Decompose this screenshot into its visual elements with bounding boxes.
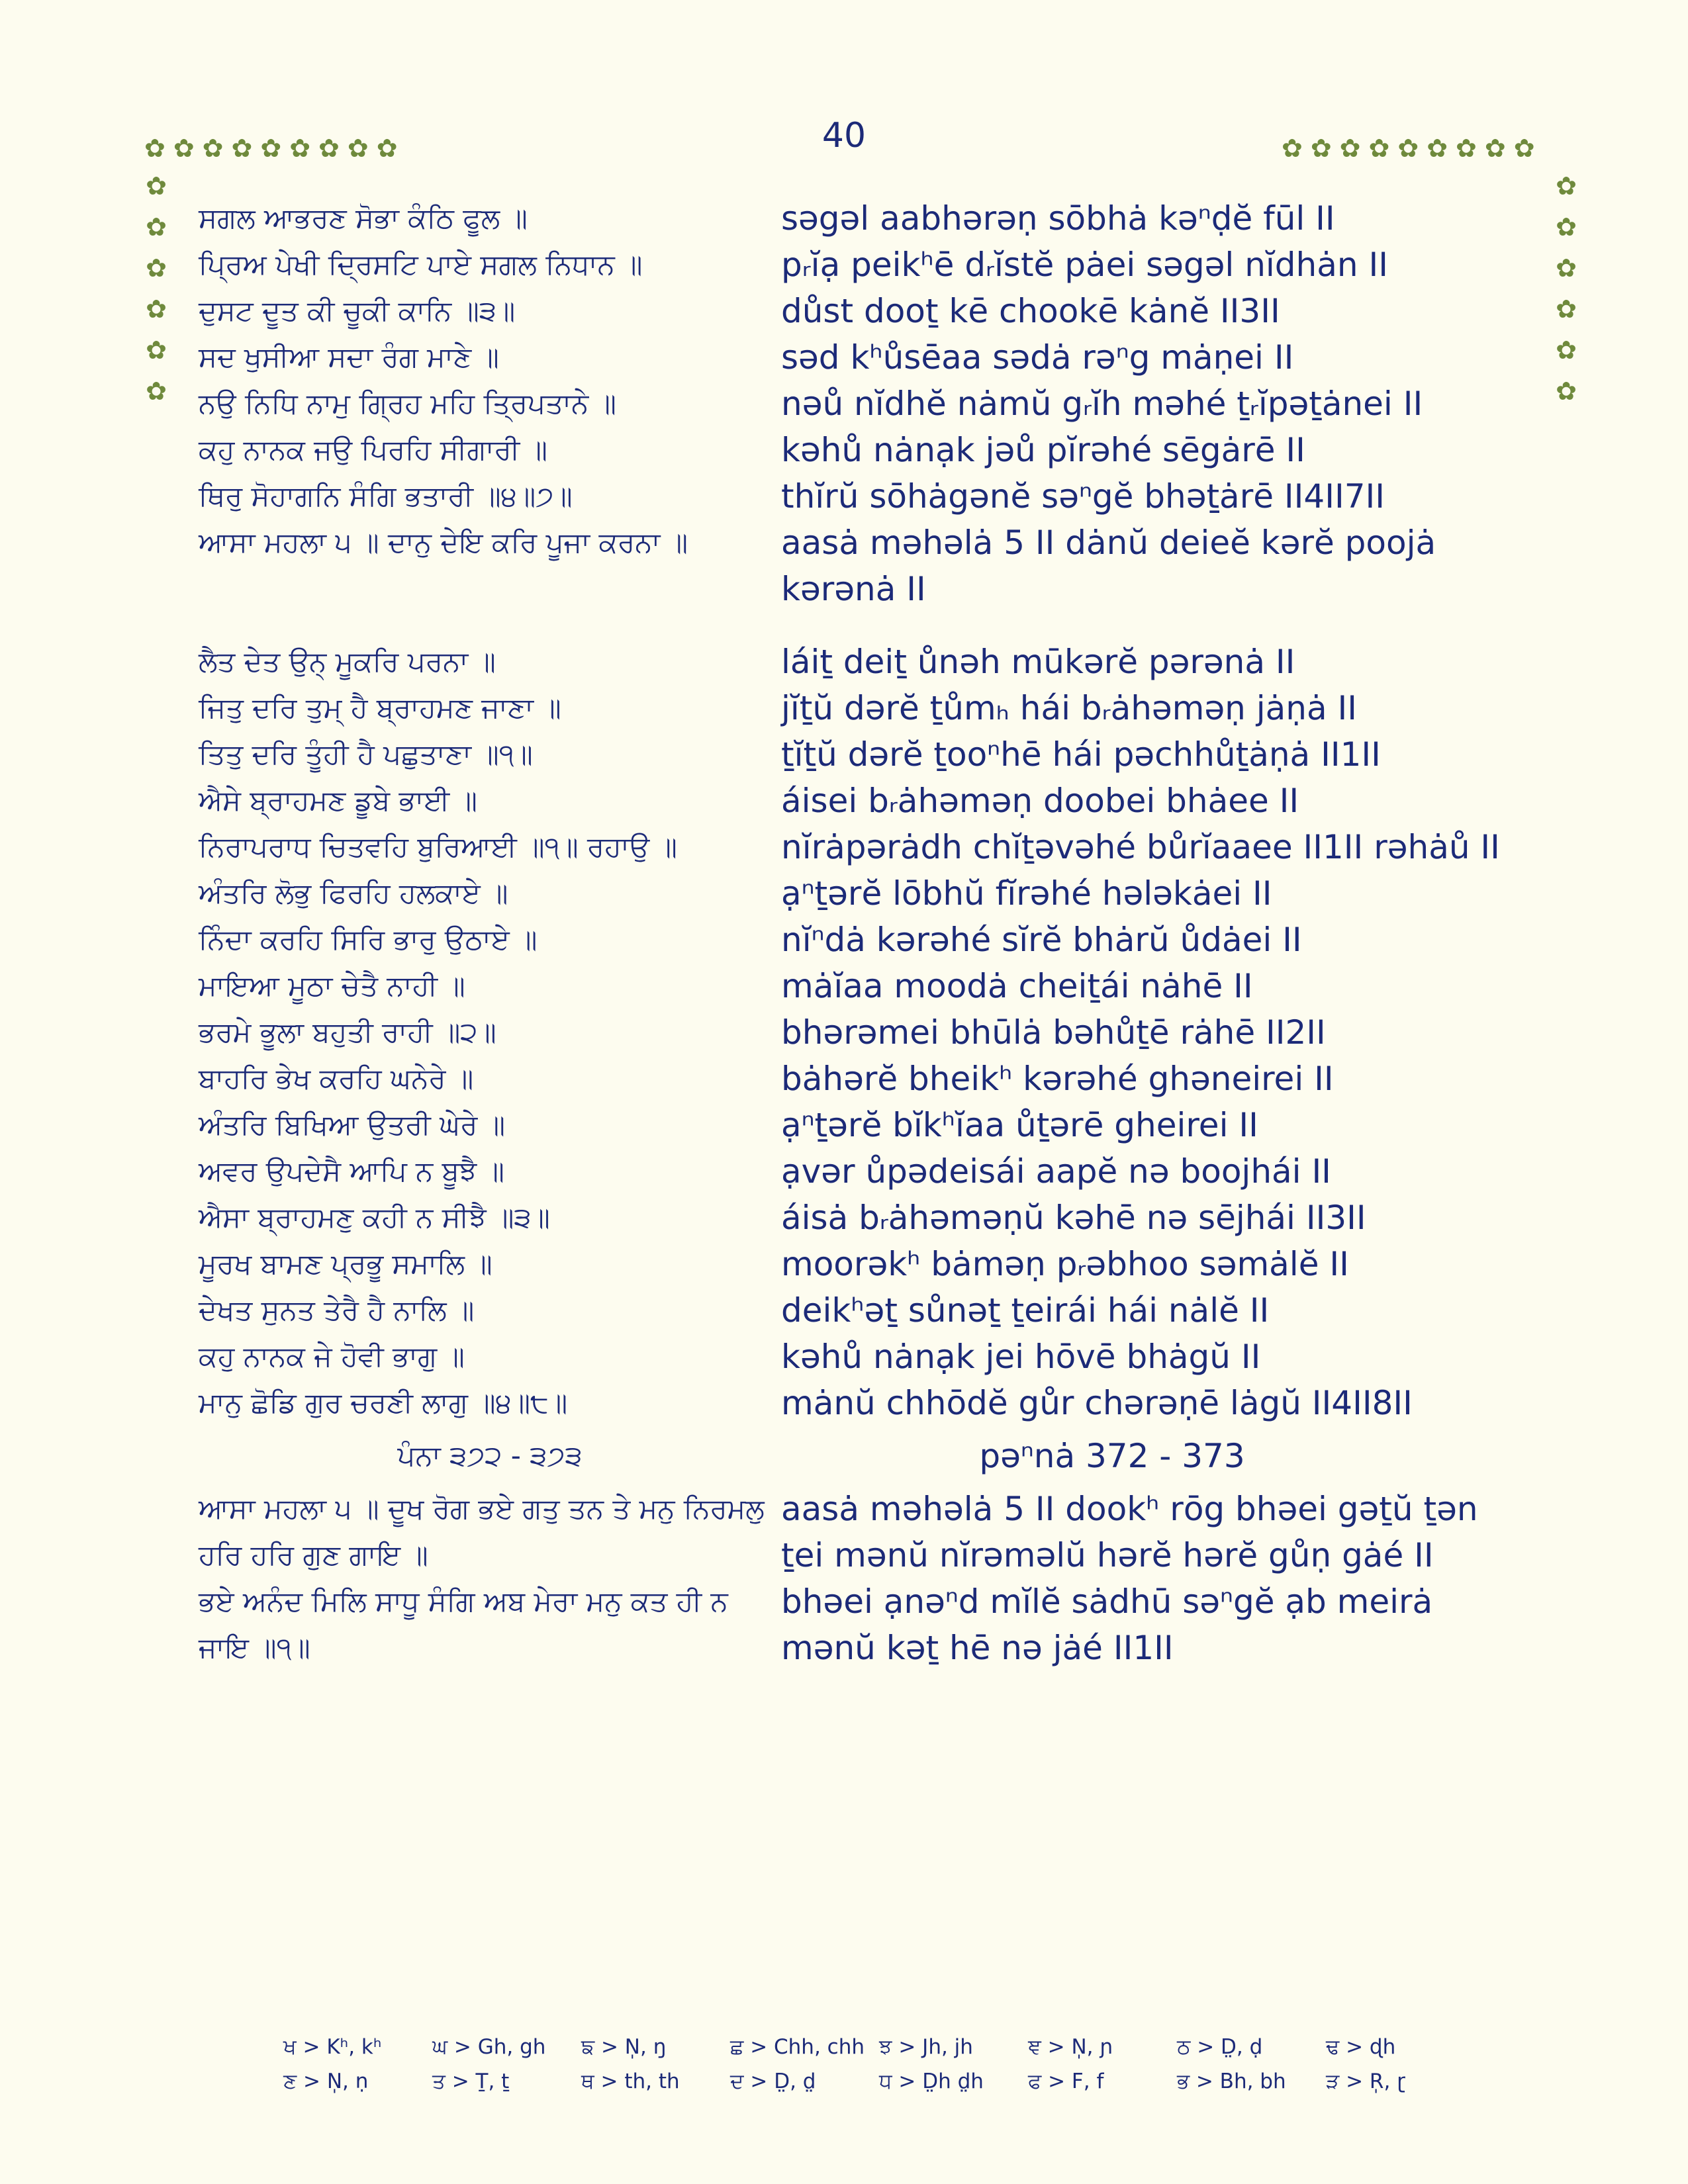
legend-entry: ਫ > F, f [1028, 2070, 1104, 2093]
gurmukhi-line: ਅੰਤਰਿ ਲੋਭੁ ਫਿਰਹਿ ਹਲਕਾਏ ॥ [199, 877, 508, 909]
legend-entry: ਧ > D̤h d̤h [879, 2070, 984, 2093]
gurmukhi-line: ਕਹੁ ਨਾਨਕ ਜੇ ਹੋਵੀ ਭਾਗੁ ॥ [199, 1340, 465, 1373]
ornament-border-right [1553, 165, 1579, 412]
flower-ornament-icon: ✿ [1556, 253, 1577, 283]
gurmukhi-line: ਤਿਤੁ ਦਰਿ ਤੂੰਹੀ ਹੈ ਪਛੁਤਾਣਾ ॥੧॥ [199, 738, 533, 770]
ornament-border-top-right: ✿✿✿✿✿✿✿✿✿ [1282, 134, 1543, 163]
legend-entry: ਠ > D̤, ḍ [1177, 2035, 1263, 2059]
gurmukhi-line: ਮਾਨੁ ਛੋਡਿ ਗੁਰ ਚਰਣੀ ਲਾਗੁ ॥੪॥੮॥ [199, 1387, 568, 1419]
gurmukhi-line: ਦੁਸਟ ਦੂਤ ਕੀ ਚੂਕੀ ਕਾਨਿ ॥੩॥ [199, 295, 516, 327]
flower-ornament-icon: ✿ [146, 171, 167, 201]
gurmukhi-line: ਦੇਖਤ ਸੁਨਤ ਤੇਰੈ ਹੈ ਨਾਲਿ ॥ [199, 1294, 475, 1326]
transliteration-line: ạvər ůpədeisái aapĕ nə boojhái II [781, 1152, 1331, 1191]
transliteration-line: pᵣĭạ peikʰē dᵣĭstĕ pȧei səgəl nĭdhȧn II [781, 246, 1388, 284]
transliteration-line: láiṯ deiṯ ůnəh mūkərĕ pərənȧ II [781, 643, 1295, 681]
verse-row [199, 639, 1523, 685]
legend-entry: ਤ > Ṯ, ṯ [432, 2070, 510, 2093]
flower-ornament-icon: ✿ [146, 336, 167, 365]
flower-ornament-icon: ✿ [1556, 212, 1577, 242]
verse-row [199, 473, 1523, 520]
transliteration-line: kəhů nȧnạk jei hōvē bhȧgŭ II [781, 1338, 1261, 1376]
gurmukhi-line: ਕਹੁ ਨਾਨਕ ਜਉ ਪਿਰਹਿ ਸੀਗਾਰੀ ॥ [199, 433, 547, 466]
flower-ornament-icon: ✿ [1556, 295, 1577, 324]
legend-row [283, 2035, 1475, 2070]
flower-ornament-icon: ✿ [1556, 171, 1577, 201]
verse-row [199, 1380, 1523, 1426]
gurmukhi-line: ਸਦ ਖੁਸੀਆ ਸਦਾ ਰੰਗ ਮਾਣੇ ॥ [199, 341, 499, 373]
verse-row [199, 1578, 1523, 1671]
transliteration-line: důst dooṯ kē chookē kȧnĕ II3II [781, 292, 1280, 330]
transliteration-line: səd kʰůsēaa sədȧ rəⁿg mȧṇei II [781, 338, 1294, 377]
gurmukhi-line: ਮੂਰਖ ਬਾਮਣ ਪ੍ਰਭੂ ਸਮਾਲਿ ॥ [199, 1248, 492, 1280]
verse-row [199, 288, 1523, 334]
transliteration-line: jĭṯŭ dərĕ ṯůmₕ hái bᵣȧhəməṇ jȧṇȧ II [781, 689, 1357, 727]
verse-row [199, 195, 1523, 242]
transliteration-line: áisei bᵣȧhəməṇ doobei bhȧee II [781, 782, 1299, 820]
legend-entry: ਞ > N̩, ɲ [1028, 2035, 1113, 2059]
transliteration-line: nəů nĭdhĕ nȧmŭ gᵣĭh məhé ṯᵣĭpəṯȧnei II [781, 385, 1423, 423]
ornament-border-left [143, 165, 169, 412]
verse-row [199, 1195, 1523, 1241]
transliteration-line: səgəl aabhərəṇ sōbhȧ kəⁿḍĕ fūl II [781, 199, 1335, 238]
flower-ornament-icon: ✿ [146, 253, 167, 283]
verse-row [199, 685, 1523, 731]
verse-row [199, 731, 1523, 778]
spacer [199, 612, 1523, 639]
gurmukhi-line: ਥਿਰੁ ਸੋਹਾਗਨਿ ਸੰਗਿ ਭਤਾਰੀ ॥੪॥੭॥ [199, 480, 573, 512]
legend-entry: ਙ > N̩, ŋ [581, 2035, 667, 2059]
verse-row [199, 778, 1523, 824]
verse-row [199, 1334, 1523, 1380]
flower-ornament-icon: ✿ [1556, 377, 1577, 406]
verse-row [199, 427, 1523, 473]
flower-ornament-icon: ✿ [146, 295, 167, 324]
gurmukhi-line: ਜਿਤੁ ਦਰਿ ਤੁਮ੍ ਹੈ ਬ੍ਰਾਹਮਣ ਜਾਣਾ ॥ [199, 692, 561, 724]
transliteration-line: moorəkʰ bȧməṇ pᵣəbhoo səmȧlĕ II [781, 1245, 1349, 1283]
transliteration-line: áisȧ bᵣȧhəməṇŭ kəhē nə sējhái II3II [781, 1199, 1366, 1237]
gurmukhi-line: ਆਸਾ ਮਹਲਾ ੫ ॥ ਦੂਖ ਰੋਗ ਭਏ ਗਤੁ ਤਨ ਤੇ ਮਨੁ ਨਿਰਮਲੁ ਹਰਿ ਹਰਿ ਗੁਣ ਗਾਇ ॥ [199, 1492, 765, 1571]
transliteration-line: bȧhərĕ bheikʰ kərəhé ghəneirei II [781, 1060, 1334, 1098]
gurmukhi-line: ਆਸਾ ਮਹਲਾ ੫ ॥ ਦਾਨੁ ਦੇਇ ਕਰਿ ਪੂਜਾ ਕਰਨਾ ॥ [199, 526, 688, 559]
legend-row [283, 2070, 1475, 2104]
legend-entry: ੜ > R̩, ɽ [1326, 2070, 1405, 2093]
transliteration-line: thĭrŭ sōhȧgənĕ səⁿgĕ bhəṯȧrē II4II7II [781, 477, 1385, 516]
gurmukhi-line: ਅੰਤਰਿ ਬਿਖਿਆ ਉਤਰੀ ਘੇਰੇ ॥ [199, 1109, 506, 1141]
gurmukhi-line: ਭਰਮੇ ਭੂਲਾ ਬਹੁਤੀ ਰਾਹੀ ॥੨॥ [199, 1016, 496, 1048]
legend-entry: ਛ > Chh, chh [730, 2035, 865, 2059]
gurmukhi-line: ਮਾਇਆ ਮੂਠਾ ਚੇਤੈ ਨਾਹੀ ॥ [199, 970, 465, 1002]
verse-row [199, 1241, 1523, 1287]
transliteration-line: mȧĭaa moodȧ cheiṯái nȧhē II [781, 967, 1253, 1005]
gurmukhi-line: ਸਗਲ ਆਭਰਣ ਸੋਭਾ ਕੰਠਿ ਫੂਲ ॥ [199, 202, 528, 234]
page-reference-gurmukhi: ਪੰਨਾ ੩੭੨ - ੩੭੩ [397, 1439, 583, 1472]
verse-row [199, 242, 1523, 288]
transliteration-line: ṯĭṯŭ dərĕ ṯooⁿhē hái pəchhůṯȧṇȧ II1II [781, 735, 1381, 774]
page-reference-translit: pəⁿnȧ 372 - 373 [979, 1437, 1245, 1475]
gurmukhi-line: ਐਸਾ ਬ੍ਰਾਹਮਣੁ ਕਹੀ ਨ ਸੀਝੈ ॥੩॥ [199, 1201, 550, 1234]
gurmukhi-line: ਪ੍ਰਿਅ ਪੇਖੀ ਦ੍ਰਿਸਟਿ ਪਾਏ ਸਗਲ ਨਿਧਾਨ ॥ [199, 248, 643, 281]
legend-entry: ਥ > th, th [581, 2070, 680, 2093]
verse-row [199, 963, 1523, 1009]
transliteration-line: bhərəmei bhūlȧ bəhůṯē rȧhē II2II [781, 1013, 1326, 1052]
transliteration-line: ạⁿṯərĕ bĭkʰĭaa ůṯərē gheirei II [781, 1106, 1258, 1144]
gurmukhi-line: ਨਉ ਨਿਧਿ ਨਾਮੁ ਗ੍ਰਿਹ ਮਹਿ ਤ੍ਰਿਪਤਾਨੇ ॥ [199, 387, 616, 420]
verse-row [199, 1148, 1523, 1195]
verse-row [199, 1486, 1523, 1578]
transliteration-line: mȧnŭ chhōdĕ gůr chərəṇē lȧgŭ II4II8II [781, 1384, 1413, 1422]
verse-list [199, 195, 1523, 1671]
verse-row [199, 1287, 1523, 1334]
verse-row [199, 1056, 1523, 1102]
transliteration-line: aasȧ məhəlȧ 5 II dȧnŭ deieĕ kərĕ poojȧ kərənȧ II [781, 523, 1436, 608]
gurmukhi-line: ਅਵਰ ਉਪਦੇਸੈ ਆਪਿ ਨ ਬੂਝੈ ॥ [199, 1155, 504, 1187]
verse-row [199, 870, 1523, 917]
gurmukhi-line: ਲੈਤ ਦੇਤ ਉਨ੍ ਮੂਕਰਿ ਪਰਨਾ ॥ [199, 645, 496, 678]
page-reference [199, 1426, 1523, 1486]
transliteration-line: kəhů nȧnạk jəů pĭrəhé sēgȧrē II [781, 431, 1305, 469]
flower-ornament-icon: ✿ [146, 377, 167, 406]
verse-row [199, 381, 1523, 427]
gurmukhi-line: ਨਿਰਾਪਰਾਧ ਚਿਤਵਹਿ ਬੁਰਿਆਈ ॥੧॥ ਰਹਾਉ ॥ [199, 831, 677, 863]
legend-entry: ਣ > N̩, ṇ [283, 2070, 369, 2093]
transliteration-line: bhəei ạnəⁿd mĭlĕ sȧdhū səⁿgĕ ạb meirȧ mənŭ kəṯ hē nə jȧé II1II [781, 1582, 1433, 1667]
legend-entry: ਖ > Kʰ, kʰ [283, 2035, 382, 2059]
legend-entry: ਝ > Jh, jh [879, 2035, 973, 2059]
transliteration-line: nĭrȧpərȧdh chĭṯəvəhé bůrĭaaee II1II rəhȧů II [781, 828, 1500, 866]
gurmukhi-line: ਨਿੰਦਾ ਕਰਹਿ ਸਿਰਿ ਭਾਰੁ ਉਠਾਏ ॥ [199, 923, 538, 956]
legend-entry: ਢ > ɖh [1326, 2035, 1396, 2059]
ornament-border-top-left: ✿✿✿✿✿✿✿✿✿ [144, 134, 406, 163]
legend-entry: ਘ > Gh, gh [432, 2035, 546, 2059]
verse-row [199, 917, 1523, 963]
transliteration-legend [283, 2035, 1475, 2104]
verse-row [199, 520, 1523, 612]
page-number: 40 [821, 116, 867, 156]
gurmukhi-line: ਬਾਹਰਿ ਭੇਖ ਕਰਹਿ ਘਨੇਰੇ ॥ [199, 1062, 474, 1095]
verse-row [199, 334, 1523, 381]
legend-entry: ਭ > Bh, bh [1177, 2070, 1286, 2093]
flower-ornament-icon: ✿ [1556, 336, 1577, 365]
transliteration-line: aasȧ məhəlȧ 5 II dookʰ rōg bhəei gəṯŭ ṯən ṯei mənŭ nĭrəməlŭ hərĕ hərĕ gůṇ gȧé II [781, 1490, 1478, 1574]
gurmukhi-line: ਭਏ ਅਨੰਦ ਮਿਲਿ ਸਾਧੂ ਸੰਗਿ ਅਬ ਮੇਰਾ ਮਨੁ ਕਤ ਹੀ ਨ ਜਾਇ ॥੧॥ [199, 1585, 728, 1664]
flower-ornament-icon: ✿ [146, 212, 167, 242]
gurmukhi-line: ਐਸੇ ਬ੍ਰਾਹਮਣ ਡੂਬੇ ਭਾਈ ॥ [199, 784, 477, 817]
transliteration-line: deikʰəṯ sůnəṯ ṯeirái hái nȧlĕ II [781, 1291, 1270, 1330]
transliteration-line: nĭⁿdȧ kərəhé sĭrĕ bhȧrŭ ůdȧei II [781, 921, 1302, 959]
verse-row [199, 824, 1523, 870]
verse-row [199, 1009, 1523, 1056]
verse-row [199, 1102, 1523, 1148]
legend-entry: ਦ > D̤, d̤ [730, 2070, 816, 2093]
transliteration-line: ạⁿṯərĕ lōbhŭ fĭrəhé hələkȧei II [781, 874, 1272, 913]
